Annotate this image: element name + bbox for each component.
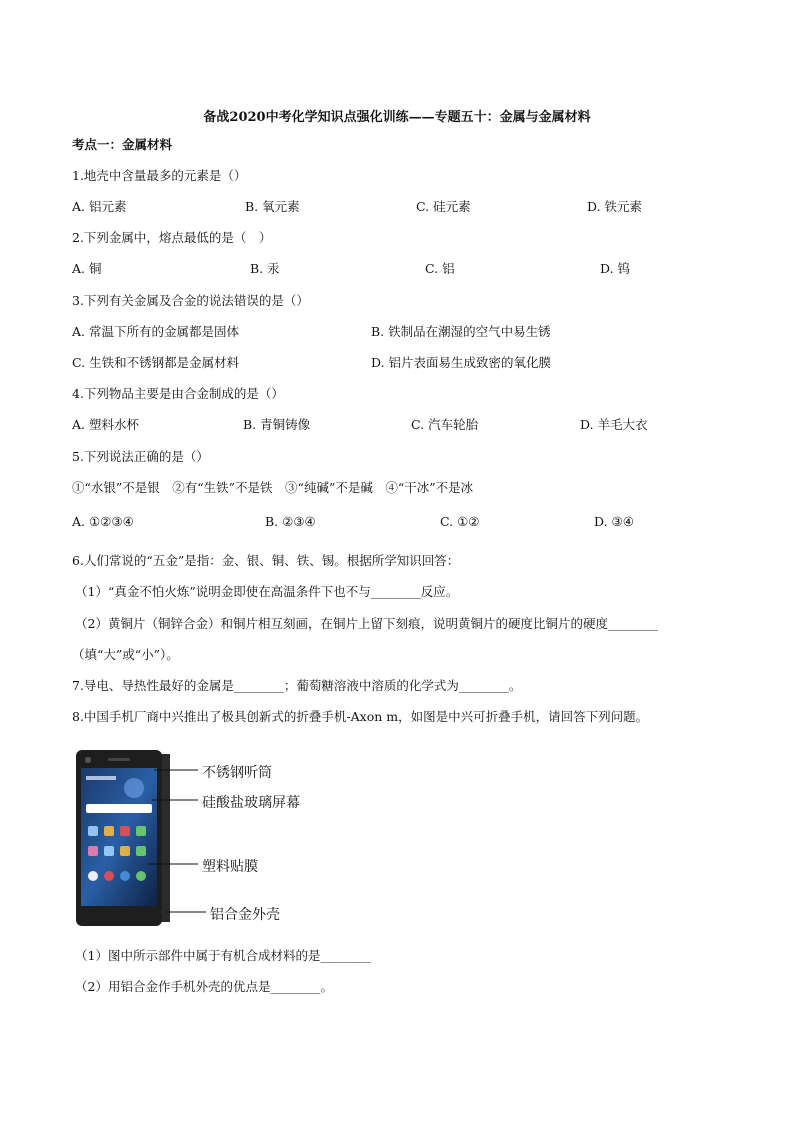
question-3-option-b: B. 铁制品在潮湿的空气中易生锈 xyxy=(371,324,551,339)
label-stainless-earpiece: 不锈钢听筒 xyxy=(202,765,272,781)
label-plastic-film: 塑料贴膜 xyxy=(202,859,258,875)
label-aluminum-shell: 铝合金外壳 xyxy=(210,907,280,923)
question-5-option-b: B. ②③④ xyxy=(265,514,316,529)
question-6-part-2-cont: （填“大”或“小”）。 xyxy=(72,647,179,662)
page-title: 备战2020中考化学知识点强化训练——专题五十：金属与金属材料 xyxy=(203,110,591,125)
question-1-option-a: A. 铝元素 xyxy=(72,199,127,214)
question-3-option-d: D. 铝片表面易生成致密的氧化膜 xyxy=(371,355,552,370)
question-2-option-b: B. 汞 xyxy=(250,261,280,276)
question-1-option-c: C. 硅元素 xyxy=(416,199,471,214)
phone-diagram xyxy=(74,748,314,928)
question-4-option-b: B. 青铜铸像 xyxy=(243,417,311,432)
folding-phone-image xyxy=(74,748,314,928)
question-4-stem: 4.下列物品主要是由合金制成的是（） xyxy=(72,386,284,401)
question-3-option-a: A. 常温下所有的金属都是固体 xyxy=(72,324,239,339)
question-4-option-a: A. 塑料水杯 xyxy=(72,417,139,432)
question-5-option-d: D. ③④ xyxy=(594,514,634,529)
question-6-stem: 6.人们常说的“五金”是指：金、银、铜、铁、锡。根据所学知识回答： xyxy=(72,553,460,568)
question-2-option-d: D. 钨 xyxy=(600,261,631,276)
question-5-option-c: C. ①② xyxy=(440,514,480,529)
question-6-part-1: （1）“真金不怕火炼”说明金即使在高温条件下也不与________反应。 xyxy=(75,584,459,599)
question-8-part-2: （2）用铝合金作手机外壳的优点是________。 xyxy=(75,979,333,994)
question-2-option-a: A. 铜 xyxy=(72,261,102,276)
question-8-part-1: （1）图中所示部件中属于有机合成材料的是________ xyxy=(75,948,371,963)
question-3-stem: 3.下列有关金属及合金的说法错误的是（） xyxy=(72,293,309,308)
question-6-part-2: （2）黄铜片（铜锌合金）和铜片相互刻画，在铜片上留下刻痕，说明黄铜片的硬度比铜片的硬度________ xyxy=(75,616,658,631)
question-1-option-b: B. 氧元素 xyxy=(245,199,300,214)
question-2-stem: 2.下列金属中，熔点最低的是（ ） xyxy=(72,230,272,245)
section-heading: 考点一：金属材料 xyxy=(72,137,173,152)
question-4-option-c: C. 汽车轮胎 xyxy=(411,417,479,432)
question-1-stem: 1.地壳中含量最多的元素是（） xyxy=(72,168,247,183)
question-7-stem: 7.导电、导热性最好的金属是________；葡萄糖溶液中溶质的化学式为________。 xyxy=(72,678,522,693)
question-2-option-c: C. 铝 xyxy=(425,261,455,276)
label-glass-screen: 硅酸盐玻璃屏幕 xyxy=(202,795,300,811)
question-5-statements: ①“水银”不是银 ②有“生铁”不是铁 ③“纯碱”不是碱 ④“干冰”不是冰 xyxy=(72,480,474,495)
question-1-option-d: D. 铁元素 xyxy=(587,199,643,214)
question-5-option-a: A. ①②③④ xyxy=(72,514,134,529)
question-3-option-c: C. 生铁和不锈钢都是金属材料 xyxy=(72,355,240,370)
question-4-option-d: D. 羊毛大衣 xyxy=(580,417,648,432)
question-5-stem: 5.下列说法正确的是（） xyxy=(72,449,209,464)
question-8-stem: 8.中国手机厂商中兴推出了极具创新式的折叠手机-Axon m，如图是中兴可折叠手机，请回答下列问题。 xyxy=(72,709,649,724)
